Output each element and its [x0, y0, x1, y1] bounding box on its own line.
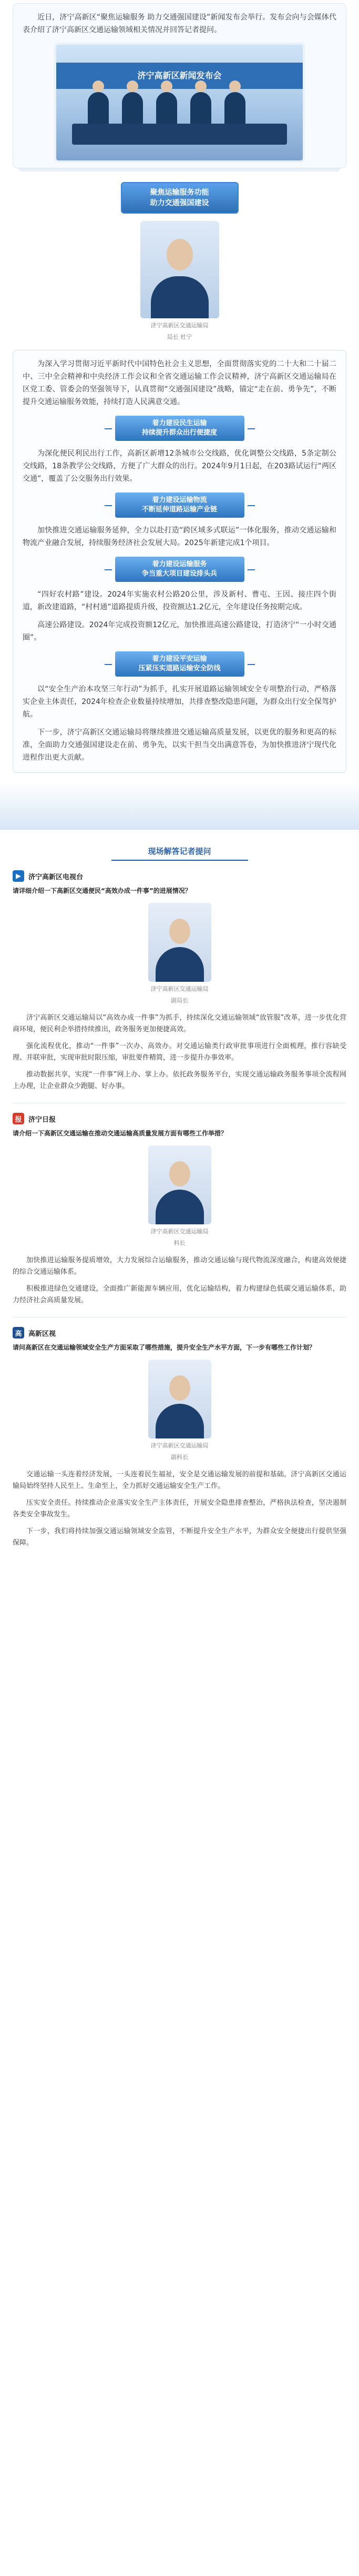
interview-title-rule — [111, 860, 248, 861]
sub-header-1-line2: 持续提升群众出行便捷度 — [141, 429, 217, 437]
reporter-question: 请问高新区在交通运输领域安全生产方面采取了哪些措施，提升安全生产水平方面，下一步有哪些工作计划？ — [13, 1344, 316, 1351]
photo-banner: 济宁高新区新闻发布会 — [56, 63, 303, 89]
conference-table — [72, 124, 287, 145]
answer-paragraph: 积极推进绿色交通建设，全面推广新能源车辆应用，优化运输结构，着力构建绿色低碳交通运输体系，助力经济社会高质量发展。 — [13, 1285, 346, 1304]
section1-paragraph: 为深入学习贯彻习近平新时代中国特色社会主义思想，全面贯彻落实党的二十大和二十届二中、三中全会精神和中央经济工作会议和全省交通运输工作会议精神，济宁高新区交通运输局在区党工委、管委会的坚强领导下，认真贯彻“交通强国建设”战略，锚定“走在前、勇争先”，不断提升交通运输服务效能，持续打造人民满意交通。 — [23, 360, 336, 406]
portrait-caption-org: 济宁高新区交通运输局 — [150, 322, 209, 329]
media-source-name: 济宁日报 — [28, 1115, 56, 1124]
respondent-answer — [13, 1255, 346, 1306]
media-logo-icon: 高 — [13, 1327, 24, 1339]
media-source-header — [13, 1113, 346, 1124]
sub-header-2 — [115, 492, 244, 518]
decorative-band — [0, 782, 359, 830]
press-conference-photo — [54, 43, 305, 163]
media-source-name: 高新区视 — [28, 1330, 56, 1338]
sub3-paragraph: 高速公路建设。2024年完成投资额12亿元，加快推进高速公路建设，打造济宁“一小时交通圈”。 — [23, 621, 336, 642]
respondent-caption-org: 济宁高新区交通运输局 — [150, 1442, 209, 1449]
respondent-answer — [13, 1469, 346, 1549]
answer-paragraph: 强化流程优化，推动“一件事”一次办、高效办。对交通运输类行政审批事项进行全面梳理，推行容缺受理、并联审批，实现审批时限压缩，审批要件精简，进一步提升办事效率。 — [13, 1042, 346, 1062]
intro-paragraph: 近日，济宁高新区“聚焦运输服务 助力交通强国建设”新闻发布会举行。发布会向与会媒体代表介绍了济宁高新区交通运输领域相关情况并回答记者提问。 — [23, 13, 336, 34]
respondent-caption-title: 副局长 — [171, 997, 188, 1004]
respondent-portrait — [148, 1145, 211, 1224]
page-bottom-spacer — [0, 1554, 359, 1575]
answer-paragraph: 交通运输一头连着经济发展，一头连着民生福祉，安全是交通运输发展的前提和基础。济宁高新区交通运输局始终坚持人民至上、生命至上，全力抓好交通运输安全生产工作。 — [13, 1471, 346, 1490]
sub-header-1 — [115, 416, 244, 441]
respondent-portrait — [148, 1360, 211, 1438]
answer-paragraph: 压实安全责任。持续推动企业落实安全生产主体责任，开展安全隐患排查整治，严格执法检查，坚决遏制各类安全事故发生。 — [13, 1499, 346, 1518]
respondent-caption-org: 济宁高新区交通运输局 — [150, 1228, 209, 1235]
sub-header-3 — [115, 557, 244, 582]
speaker-portrait — [140, 221, 219, 318]
page-root — [0, 3, 359, 1575]
sub-header-3-line2: 争当重大项目建设排头兵 — [141, 570, 217, 578]
respondent-portrait — [148, 903, 211, 982]
answer-paragraph: 下一步，我们将持续加强交通运输领域安全监管，不断提升安全生产水平，为群众安全便捷出行提供坚强保障。 — [13, 1527, 346, 1547]
media-source-name: 济宁高新区电视台 — [28, 873, 84, 881]
respondent-caption-title: 科长 — [173, 1240, 186, 1246]
sub4-paragraph: 以“安全生产治本攻坚三年行动”为抓手，扎实开展道路运输领域安全专项整治行动，严格落实企业主体责任，2024年检查企业数量持续增加，共排查整改隐患问题，为群众出行安全保驾护航。 — [23, 685, 336, 719]
sub2-paragraph: 加快推进交通运输服务延伸，全力以赴打造“跨区域多式联运”一体化服务，推动交通运输和物流产业融合发展，持续服务经济社会发展大局。2025年新建完成1个项目。 — [23, 526, 336, 547]
portrait-caption-title: 局长 杜宁 — [167, 334, 192, 340]
sub3-paragraph: “四好农村路”建设。2024年实施农村公路20公里，涉及新村、曹屯、王因、接庄四个街道，新改建道路，“村村通”道路提质升级，投资额达1.2亿元，全年建设任务按期完成。 — [23, 590, 336, 611]
sub-header-4-line2: 压紧压实道路运输安全防线 — [138, 665, 221, 672]
sub-header-1-line1: 着力建设民生运输 — [152, 419, 207, 427]
sub-header-2-line1: 着力建设运输物流 — [152, 496, 207, 504]
interview-item — [0, 1327, 359, 1549]
answer-paragraph: 推动数据共享，实现“一件事”网上办、掌上办。依托政务服务平台，实现交通运输政务服务事项全流程网上办理，让企业群众少跑腿、好办事。 — [13, 1071, 346, 1090]
respondent-caption-org: 济宁高新区交通运输局 — [150, 985, 209, 992]
reporter-question: 请介绍一下高新区交通运输在推动交通运输高质量发展方面有哪些工作举措？ — [13, 1130, 228, 1137]
answer-paragraph: 济宁高新区交通运输局以“高效办成一件事”为抓手，持续深化交通运输领域“放管服”改革，进一步优化营商环境，便民利企举措持续推出，政务服务更加便捷高效。 — [13, 1014, 346, 1033]
answer-paragraph: 加快推进运输服务提质增效，大力发展综合运输服务，推动交通运输与现代物流深度融合，构建高效便捷的综合交通运输体系。 — [13, 1256, 346, 1276]
sub1-paragraph: 为深化便民利民出行工作，高新区新增12条城市公交线路，优化调整公交线路，5条定制公交线路，18条教学公交线路，方便了广大群众的出行。2024年9月1日起，在203路试运行“两区交通”，覆盖了公交服务出行效果。 — [23, 449, 336, 483]
tv-station-icon: ▶ — [13, 870, 24, 882]
interview-item — [0, 1113, 359, 1306]
sub-header-4 — [115, 651, 244, 677]
sub-header-3-line1: 着力建设运输服务 — [152, 560, 207, 568]
media-source-header — [13, 1327, 346, 1339]
newspaper-icon: 报 — [13, 1113, 24, 1124]
media-source-header — [13, 870, 346, 882]
section-header-line1: 聚焦运输服务功能 — [150, 188, 209, 197]
interview-section-title: 现场解答记者提问 — [148, 847, 211, 856]
main-content-card — [13, 350, 346, 773]
sub-header-2-line2: 不断延伸道路运输产业链 — [141, 506, 217, 514]
speaker-portrait-block — [0, 221, 359, 341]
intro-card-shadow — [19, 168, 340, 172]
interview-item — [0, 870, 359, 1092]
respondent-caption-title: 副科长 — [171, 1454, 188, 1461]
section-header — [121, 182, 239, 214]
intro-card — [13, 3, 346, 168]
sub4-paragraph: 下一步，济宁高新区交通运输局将继续推进交通运输高质量发展，以更优的服务和更高的标准，全面助力交通强国建设走在前、勇争先，以实干担当交出满意答卷，为加快推进济宁现代化进程作出更大贡献。 — [23, 728, 336, 762]
section-header-line2: 助力交通强国建设 — [150, 199, 209, 207]
respondent-answer — [13, 1012, 346, 1092]
sub-header-4-line1: 着力建设平安运输 — [152, 655, 207, 663]
reporter-question: 请详细介绍一下高新区交通便民“高效办成一件事”的进展情况？ — [13, 887, 191, 894]
